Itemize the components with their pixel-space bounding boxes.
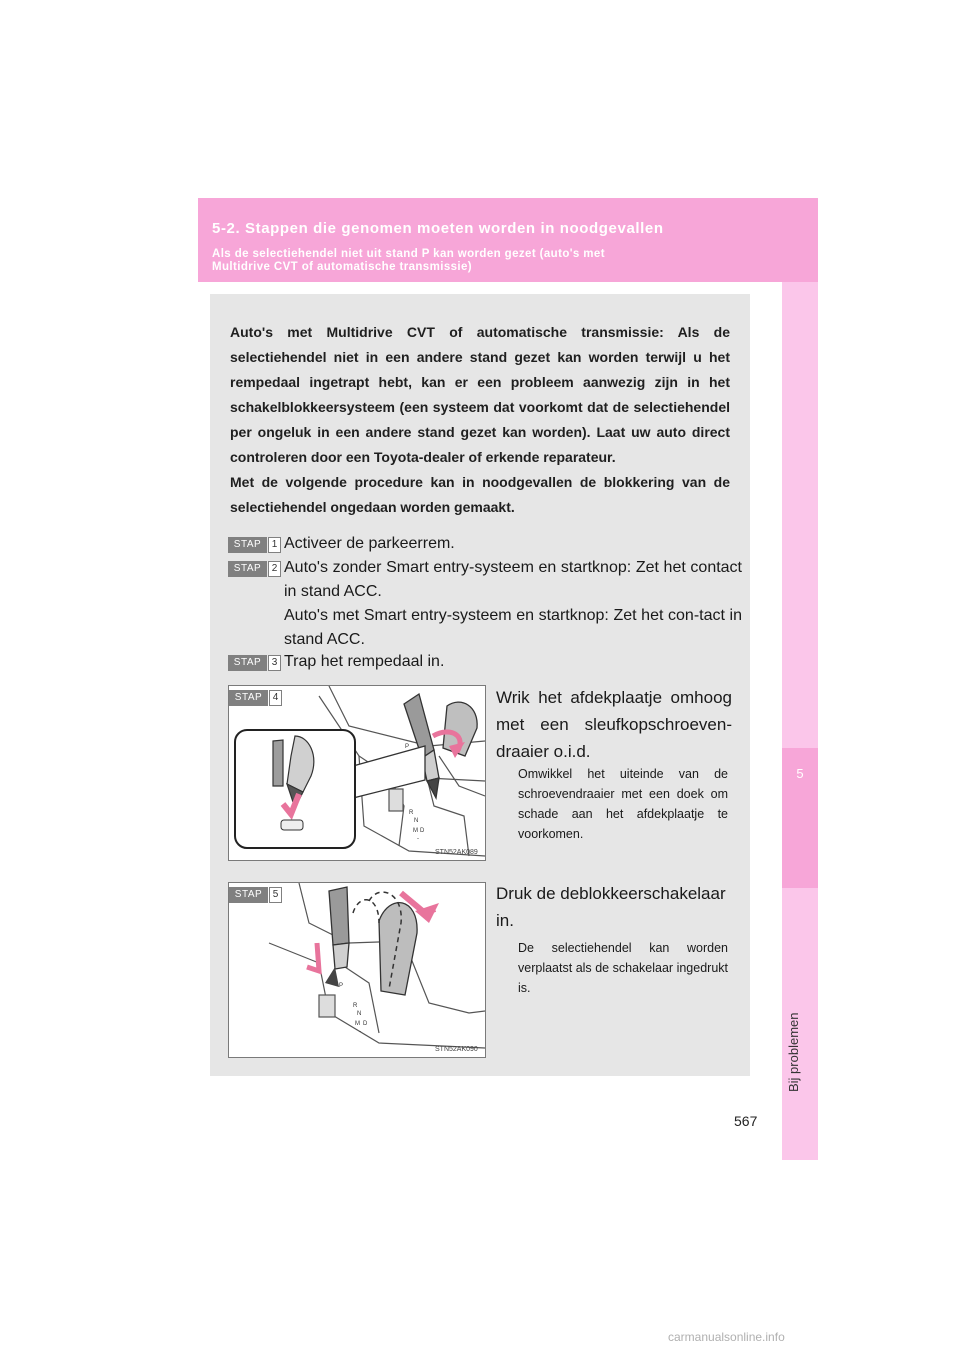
gate-label-m: M xyxy=(355,1021,360,1027)
step-3-badge xyxy=(228,655,282,671)
step-1-badge xyxy=(228,537,282,553)
step-word: STAP xyxy=(229,690,268,706)
gate-label-d: D xyxy=(420,828,425,834)
step-2-text-part-1: Auto's zonder Smart entry-systeem en startknop: Zet het contact in stand ACC. xyxy=(284,559,742,600)
figure-code: STN52AK090 xyxy=(435,1046,478,1053)
subtitle-line-2: Multidrive CVT of automatische transmissie) xyxy=(212,261,473,273)
gate-label-p: P xyxy=(339,983,344,989)
press-down-arrow-icon xyxy=(307,943,319,971)
figure-code: STN52AK089 xyxy=(435,849,478,856)
step-word: STAP xyxy=(228,561,267,577)
page-number: 567 xyxy=(734,1113,758,1129)
section-subtitle xyxy=(212,248,605,274)
step-4-text: Wrik het afdekplaatje omhoog met een sleufkopschroeven-draaier o.i.d. xyxy=(496,688,732,761)
chapter-header xyxy=(198,198,818,282)
watermark: carmanualsonline.info xyxy=(668,1330,785,1344)
intro-paragraph-2: Met de volgende procedure kan in noodgevallen de blokkering van de selectiehendel ongedaan worden gemaakt. xyxy=(230,474,730,515)
step-5-figure xyxy=(228,882,486,1058)
step-1-text: Activeer de parkeerrem. xyxy=(284,535,455,552)
step-4-figure xyxy=(228,685,486,861)
step-5-text: Druk de deblokkeerschakelaar in. xyxy=(496,884,726,930)
gate-label-minus: - xyxy=(417,836,419,842)
step-word: STAP xyxy=(228,655,267,671)
gate-label-minus: - xyxy=(359,1029,361,1035)
step-2-text xyxy=(284,556,742,652)
step-number: 1 xyxy=(268,537,281,553)
side-tab-strip xyxy=(782,282,818,1160)
step-word: STAP xyxy=(229,887,268,903)
gate-label-n: N xyxy=(414,818,419,824)
intro-text xyxy=(230,320,730,520)
step-number: 3 xyxy=(268,655,281,671)
section-title: 5-2. Stappen die genomen moeten worden in noodgevallen xyxy=(212,220,664,237)
step-number: 4 xyxy=(269,690,282,706)
step-5-badge xyxy=(229,887,283,903)
step-2-badge xyxy=(228,561,282,577)
step-5-note: De selectiehendel kan worden verplaatst als de schakelaar ingedrukt is. xyxy=(518,941,728,995)
step-number: 2 xyxy=(268,561,281,577)
chapter-number-tab[interactable] xyxy=(782,748,818,888)
step-word: STAP xyxy=(228,537,267,553)
chapter-label: Bij problemen xyxy=(786,1012,801,1092)
gate-label-r: R xyxy=(409,810,414,816)
content-panel xyxy=(210,294,750,1076)
chapter-number: 5 xyxy=(796,766,804,781)
step-2-text-part-2: Auto's met Smart entry-systeem en startknop: Zet het con-tact in stand ACC. xyxy=(284,607,742,648)
step-number: 5 xyxy=(269,887,282,903)
gate-label-n: N xyxy=(357,1011,362,1017)
gate-label-d: D xyxy=(363,1021,368,1027)
step-4-note: Omwikkel het uiteinde van de schroevendraaier met een doek om schade aan het afdekplaatje te voorkomen. xyxy=(518,767,728,841)
subtitle-line-1: Als de selectiehendel niet uit stand P kan worden gezet (auto's met xyxy=(212,248,605,260)
gate-label-r: R xyxy=(353,1003,358,1009)
gate-label-p: P xyxy=(405,744,410,750)
intro-paragraph-1: Auto's met Multidrive CVT of automatische transmissie: Als de selectiehendel niet in een andere stand gezet kan worden terwijl u het rempedaal ingetrapt hebt, kan er een probleem aanwezig zijn in het schakelblokkeersysteem (een systeem dat voorkomt dat de selectiehendel per ongeluk in een andere stand gezet kan worden). Laat uw auto direct controleren door een Toyota-dealer of erkende reparateur. xyxy=(230,324,730,465)
screwdriver-pry-illustration xyxy=(229,686,485,860)
step-4-badge xyxy=(229,690,283,706)
step-3-text: Trap het rempedaal in. xyxy=(284,653,445,670)
gate-label-m: M xyxy=(413,828,418,834)
release-button-illustration xyxy=(229,883,485,1057)
